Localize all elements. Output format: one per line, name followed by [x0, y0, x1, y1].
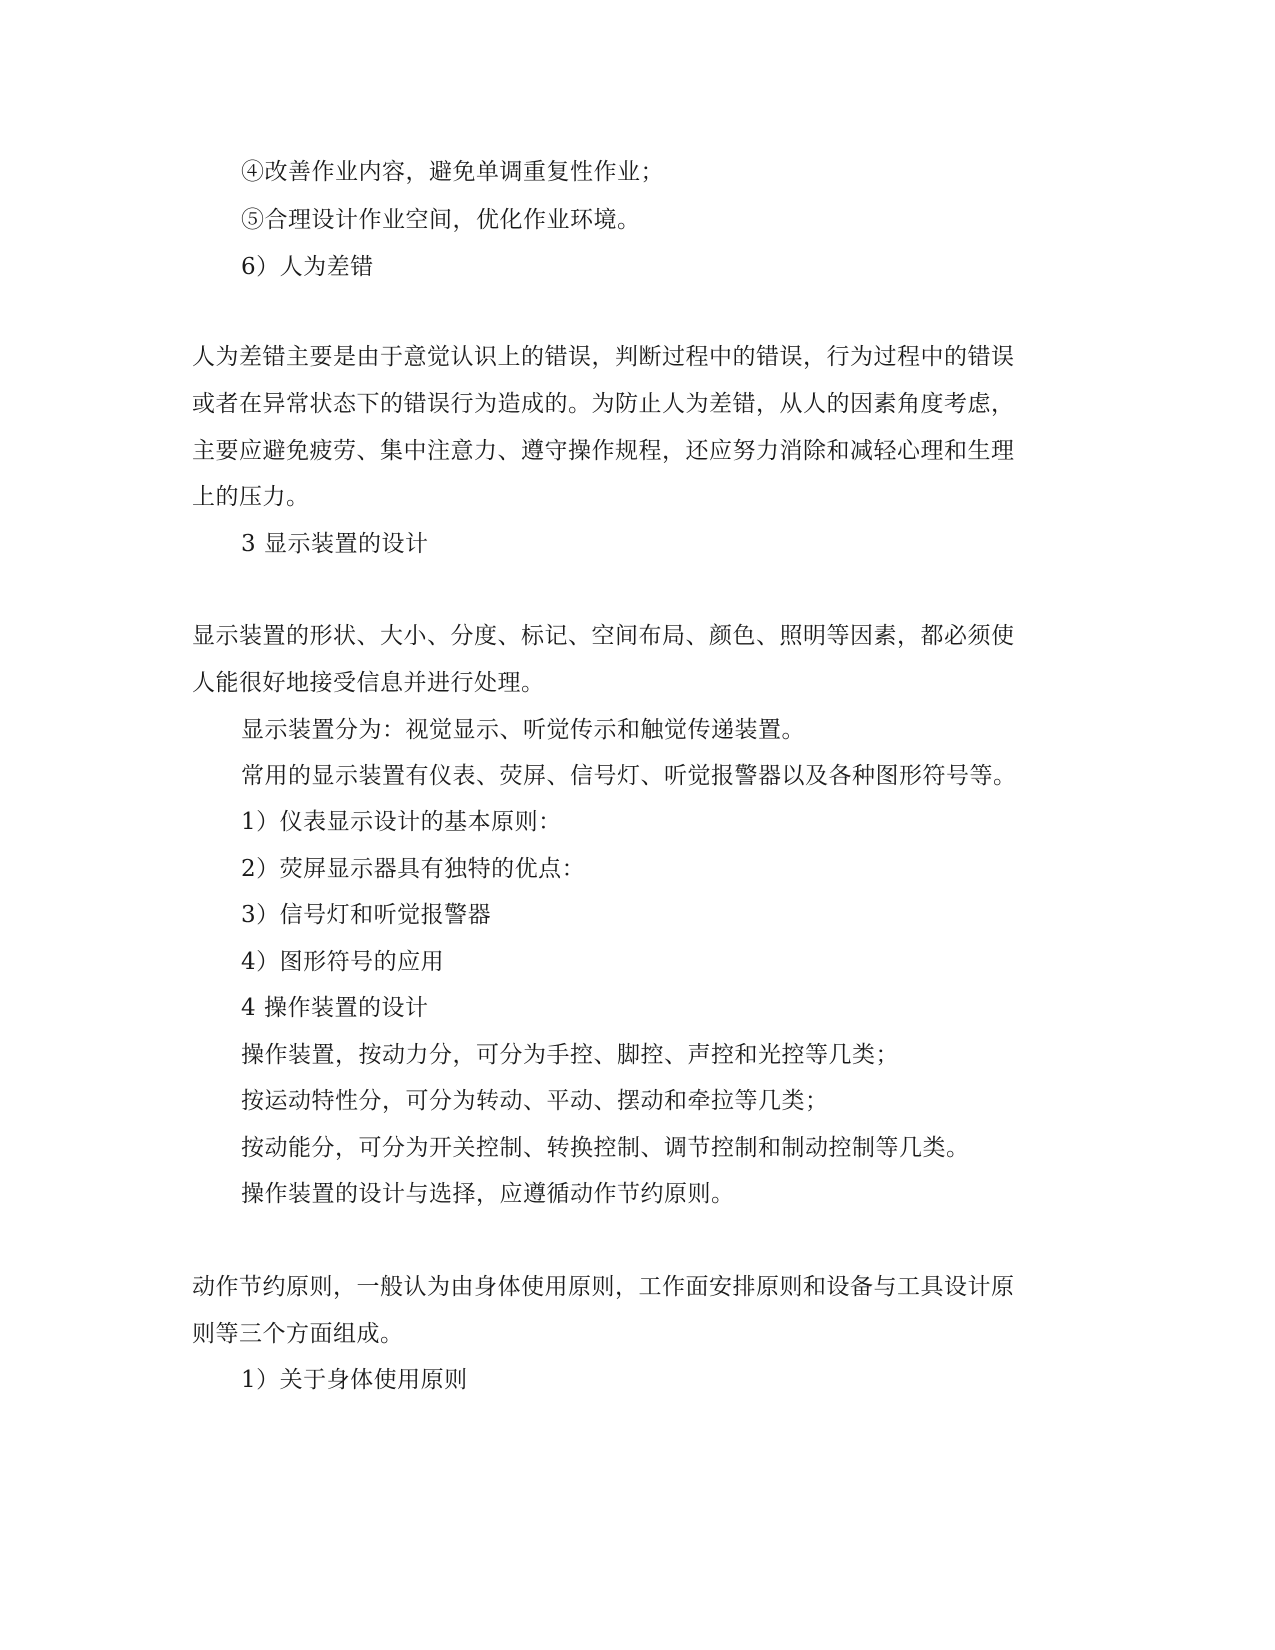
section-heading-human-error: 6）人为差错 — [241, 254, 374, 280]
paragraph-line: 人能很好地接受信息并进行处理。 — [192, 670, 545, 696]
list-item: 操作装置，按动力分，可分为手控、脚控、声控和光控等几类； — [241, 1042, 899, 1068]
paragraph-line: 动作节约原则，一般认为由身体使用原则，工作面安排原则和设备与工具设计原 — [192, 1274, 1015, 1300]
section-heading-display-design: 3 显示装置的设计 — [241, 531, 429, 557]
list-item: 按运动特性分，可分为转动、平动、摆动和牵拉等几类； — [241, 1088, 829, 1114]
list-item: 操作装置的设计与选择，应遵循动作节约原则。 — [241, 1181, 735, 1207]
section-heading-operation-design: 4 操作装置的设计 — [241, 995, 429, 1021]
paragraph-line: 则等三个方面组成。 — [192, 1321, 404, 1347]
list-item: 2）荧屏显示器具有独特的优点： — [241, 856, 586, 882]
list-item: 3）信号灯和听觉报警器 — [241, 902, 492, 928]
paragraph-line: 上的压力。 — [192, 484, 310, 510]
paragraph-line: 或者在异常状态下的错误行为造成的。为防止人为差错，从人的因素角度考虑， — [192, 391, 1015, 417]
list-item: 1）关于身体使用原则 — [241, 1367, 468, 1393]
list-item: 显示装置分为：视觉显示、听觉传示和触觉传递装置。 — [241, 717, 805, 743]
list-item: 1）仪表显示设计的基本原则： — [241, 809, 562, 835]
list-item: 常用的显示装置有仪表、荧屏、信号灯、听觉报警器以及各种图形符号等。 — [241, 763, 1017, 789]
list-item-5: ⑤合理设计作业空间，优化作业环境。 — [241, 207, 641, 233]
paragraph-line: 主要应避免疲劳、集中注意力、遵守操作规程，还应努力消除和减轻心理和生理 — [192, 438, 1015, 464]
list-item: 按动能分，可分为开关控制、转换控制、调节控制和制动控制等几类。 — [241, 1135, 970, 1161]
list-item: 4）图形符号的应用 — [241, 949, 445, 975]
paragraph-line: 显示装置的形状、大小、分度、标记、空间布局、颜色、照明等因素，都必须使 — [192, 623, 1015, 649]
paragraph-line: 人为差错主要是由于意觉认识上的错误，判断过程中的错误，行为过程中的错误 — [192, 344, 1015, 370]
list-item-4: ④改善作业内容，避免单调重复性作业； — [241, 159, 664, 185]
